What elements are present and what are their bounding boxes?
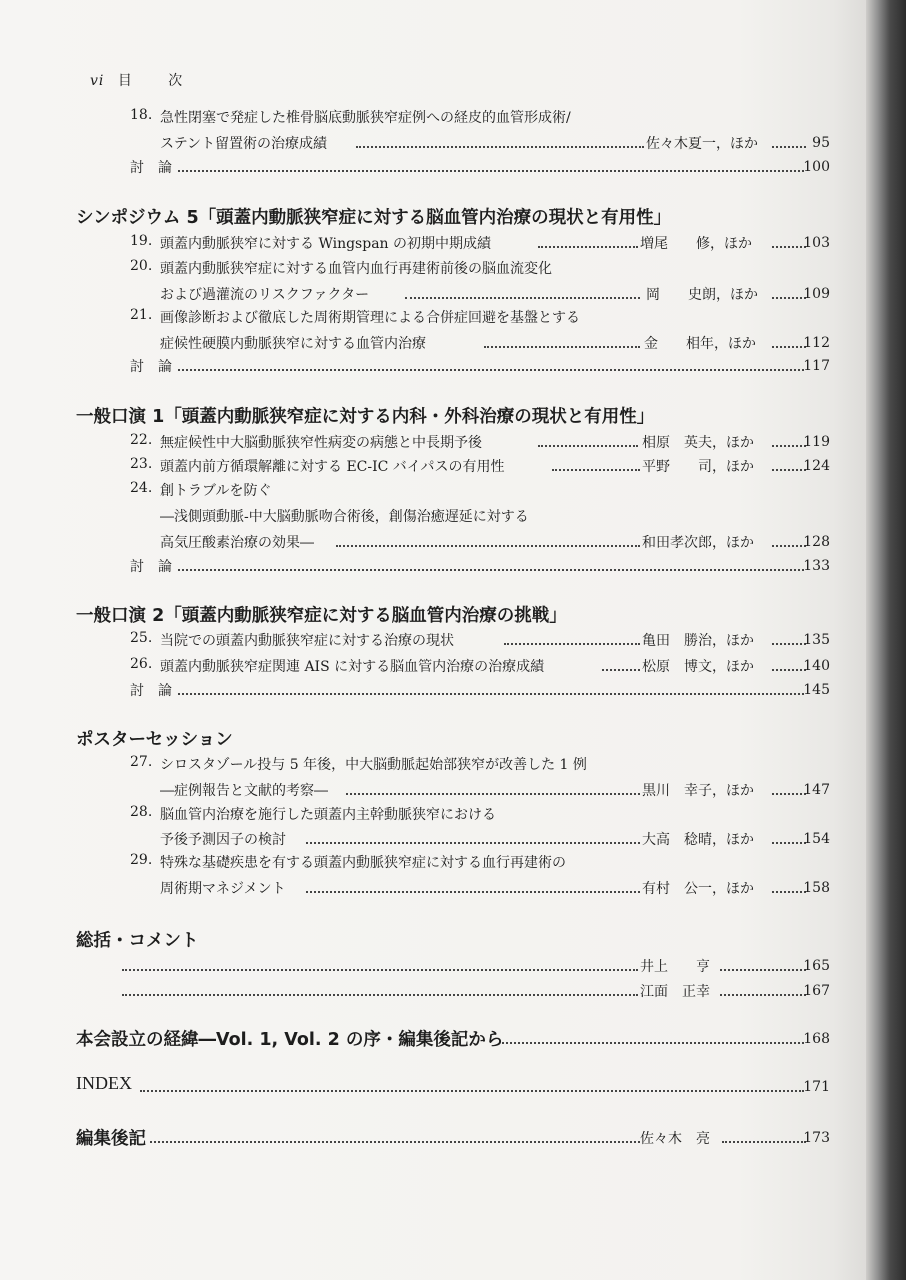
section-heading-summary: 総括・コメント <box>76 931 199 951</box>
toc-entry-author: 佐々木夏一，ほか <box>646 136 758 152</box>
toc-entry-18[interactable] <box>0 133 906 153</box>
toc-entry-author: 江面 正幸 <box>640 984 710 1000</box>
leader-dots <box>178 693 804 695</box>
toc-entry-20-line1 <box>130 258 552 278</box>
leader-dots <box>772 246 806 248</box>
leader-dots <box>178 170 804 172</box>
toc-entry-27-line1 <box>130 754 587 774</box>
toc-entry-number: 27. <box>130 754 153 770</box>
toc-discussion-4[interactable] <box>0 680 906 700</box>
toc-entry-title: 症候性硬膜内動脈狭窄に対する血管内治療 <box>160 336 426 352</box>
header-title-b: 次 <box>168 73 184 89</box>
toc-entry-page: 154 <box>803 831 830 847</box>
toc-entry-title: 当院での頭蓋内動脈狭窄症に対する治療の現状 <box>160 633 454 649</box>
toc-entry-18-line1 <box>130 107 571 127</box>
leader-dots <box>720 994 806 996</box>
toc-entry-title: 討 論 <box>130 559 172 575</box>
toc-entry-29[interactable] <box>0 878 906 898</box>
section-heading-history: 本会設立の経緯―Vol. 1, Vol. 2 の序・編集後記から <box>76 1030 504 1050</box>
toc-entry-24-line2: ―浅側頭動脈-中大脳動脈吻合術後，創傷治癒遅延に対する <box>160 509 529 525</box>
toc-entry-19[interactable] <box>0 233 906 253</box>
toc-entry-28-line1 <box>130 804 496 824</box>
toc-entry-28[interactable] <box>0 829 906 849</box>
toc-entry-page: 124 <box>803 458 830 474</box>
toc-entry-26[interactable] <box>0 656 906 676</box>
toc-entry-author: 亀田 勝治，ほか <box>642 633 754 649</box>
toc-entry-author: 黒川 幸子，ほか <box>642 783 754 799</box>
leader-dots <box>504 643 640 645</box>
leader-dots <box>772 146 806 148</box>
toc-entry-author: 松原 博文，ほか <box>642 659 754 675</box>
section-heading-symposium-5: シンポジウム 5「頭蓋内動脈狭窄症に対する脳血管内治療の現状と有用性」 <box>76 208 672 228</box>
toc-entry-title: 急性閉塞で発症した椎骨脳底動脈狭窄症例への経皮的血管形成術/ <box>160 110 571 126</box>
toc-entry-21[interactable] <box>0 333 906 353</box>
leader-dots <box>150 1141 640 1143</box>
toc-entry-page: 95 <box>812 135 830 151</box>
leader-dots <box>356 146 644 148</box>
toc-entry-page: 158 <box>803 880 830 896</box>
toc-entry-page: 119 <box>803 434 830 450</box>
toc-entry-page: 135 <box>803 632 830 648</box>
toc-entry-title: ステント留置術の治療成績 <box>160 136 328 152</box>
leader-dots <box>336 545 640 547</box>
leader-dots <box>502 1042 804 1044</box>
toc-entry-title: 頭蓋内前方循環解離に対する EC-IC バイパスの有用性 <box>160 459 505 475</box>
toc-entry-title: 討 論 <box>130 160 172 176</box>
toc-entry-27[interactable] <box>0 780 906 800</box>
leader-dots <box>772 842 806 844</box>
toc-entry-22[interactable] <box>0 432 906 452</box>
leader-dots <box>484 346 640 348</box>
toc-entry-page: 103 <box>803 235 830 251</box>
toc-entry-title: 討 論 <box>130 359 172 375</box>
leader-dots <box>346 793 640 795</box>
leader-dots <box>772 545 806 547</box>
header-title-a: 目 <box>117 73 133 89</box>
toc-entry-page: 140 <box>803 658 830 674</box>
toc-entry-page: 171 <box>803 1079 830 1095</box>
toc-entry-number: 22. <box>130 432 153 448</box>
toc-comment-2[interactable] <box>0 981 906 1001</box>
leader-dots <box>772 297 806 299</box>
section-heading-oral-2: 一般口演 2「頭蓋内動脈狭窄症に対する脳血管内治療の挑戦」 <box>76 606 567 626</box>
toc-entry-20[interactable] <box>0 284 906 304</box>
toc-entry-number: 26. <box>130 656 153 672</box>
toc-entry-title: 頭蓋内動脈狭窄症関連 AIS に対する脳血管内治療の治療成績 <box>160 659 545 675</box>
toc-entry-author: 和田孝次郎，ほか <box>642 535 754 551</box>
leader-dots <box>405 297 640 299</box>
toc-history[interactable] <box>0 1029 906 1049</box>
toc-entry-title: 無症候性中大脳動脈狭窄性病変の病態と中長期予後 <box>160 435 482 451</box>
leader-dots <box>306 842 640 844</box>
section-heading-oral-1: 一般口演 1「頭蓋内動脈狭窄症に対する内科・外科治療の現状と有用性」 <box>76 407 655 427</box>
toc-entry-title: 予後予測因子の検討 <box>160 832 286 848</box>
toc-discussion-3[interactable] <box>0 556 906 576</box>
leader-dots <box>772 891 806 893</box>
toc-entry-author: 佐々木 亮 <box>640 1131 710 1147</box>
toc-index[interactable] <box>0 1073 906 1097</box>
leader-dots <box>722 1141 806 1143</box>
toc-entry-29-line1 <box>130 852 566 872</box>
toc-entry-title: 頭蓋内動脈狭窄症に対する血管内血行再建術前後の脳血流変化 <box>160 261 552 277</box>
toc-entry-page: 165 <box>803 958 830 974</box>
toc-entry-author: 井上 亨 <box>640 959 710 975</box>
toc-entry-number: 20. <box>130 258 153 274</box>
toc-entry-title: 頭蓋内動脈狭窄に対する Wingspan の初期中期成績 <box>160 236 492 252</box>
toc-discussion-1[interactable] <box>0 157 906 177</box>
toc-entry-title: 特殊な基礎疾患を有する頭蓋内動脈狭窄症に対する血行再建術の <box>160 855 566 871</box>
leader-dots <box>772 346 806 348</box>
leader-dots <box>720 969 806 971</box>
toc-entry-page: 167 <box>803 983 830 999</box>
leader-dots <box>538 246 638 248</box>
toc-entry-page: 117 <box>803 358 830 374</box>
toc-entry-title: 画像診断および徹底した周術期管理による合併症回避を基盤とする <box>160 310 580 326</box>
toc-entry-number: 19. <box>130 233 153 249</box>
toc-entry-number: 25. <box>130 630 153 646</box>
toc-entry-number: 23. <box>130 456 153 472</box>
toc-entry-author: 平野 司，ほか <box>642 459 754 475</box>
leader-dots <box>552 469 640 471</box>
leader-dots <box>122 969 638 971</box>
toc-entry-author: 岡 史朗，ほか <box>646 287 758 303</box>
toc-entry-author: 大高 稔晴，ほか <box>642 832 754 848</box>
toc-entry-23[interactable] <box>0 456 906 476</box>
toc-entry-number: 18. <box>130 107 153 123</box>
toc-entry-title: ―症例報告と文献的考察― <box>160 783 328 799</box>
toc-entry-author: 増尾 修，ほか <box>640 236 752 252</box>
leader-dots <box>306 891 640 893</box>
toc-entry-24[interactable] <box>0 532 906 552</box>
section-heading-index: INDEX <box>76 1073 132 1093</box>
toc-postscript[interactable] <box>0 1128 906 1148</box>
toc-entry-page: 133 <box>803 558 830 574</box>
toc-entry-page: 128 <box>803 534 830 550</box>
toc-entry-page: 100 <box>803 159 830 175</box>
toc-entry-21-line1 <box>130 307 580 327</box>
section-heading-postscript: 編集後記 <box>76 1129 146 1149</box>
leader-dots <box>122 994 638 996</box>
toc-entry-author: 有村 公一，ほか <box>642 881 754 897</box>
toc-entry-title: および過灌流のリスクファクター <box>160 287 370 303</box>
toc-entry-number: 21. <box>130 307 153 323</box>
leader-dots <box>538 445 638 447</box>
leader-dots <box>140 1090 804 1092</box>
running-header <box>90 70 183 90</box>
toc-entry-title: シロスタゾール投与 5 年後，中大脳動脈起始部狭窄が改善した 1 例 <box>160 757 587 773</box>
toc-entry-title: 創トラブルを防ぐ <box>160 483 272 499</box>
toc-entry-page: 168 <box>803 1031 830 1047</box>
toc-entry-page: 147 <box>803 782 830 798</box>
section-heading-poster: ポスターセッション <box>76 730 233 750</box>
leader-dots <box>772 793 806 795</box>
toc-entry-number: 29. <box>130 852 153 868</box>
toc-entry-24-line1 <box>130 480 272 500</box>
toc-discussion-2[interactable] <box>0 356 906 376</box>
toc-entry-page: 173 <box>803 1130 830 1146</box>
toc-entry-title: 討 論 <box>130 683 172 699</box>
toc-entry-author: 金 相年，ほか <box>644 336 756 352</box>
leader-dots <box>772 669 806 671</box>
leader-dots <box>772 469 806 471</box>
leader-dots <box>178 369 804 371</box>
toc-entry-title: 脳血管内治療を施行した頭蓋内主幹動脈狭窄における <box>160 807 496 823</box>
toc-entry-number: 28. <box>130 804 153 820</box>
toc-entry-page: 112 <box>803 335 830 351</box>
toc-entry-page: 145 <box>803 682 830 698</box>
toc-entry-author: 相原 英夫，ほか <box>642 435 754 451</box>
leader-dots <box>772 445 806 447</box>
toc-comment-1[interactable] <box>0 956 906 976</box>
toc-entry-25[interactable] <box>0 630 906 650</box>
leader-dots <box>602 669 640 671</box>
toc-entry-number: 24. <box>130 480 153 496</box>
leader-dots <box>772 643 806 645</box>
toc-entry-title: 周術期マネジメント <box>160 881 286 897</box>
toc-entry-title: 高気圧酸素治療の効果― <box>160 535 314 551</box>
header-page-number: vi <box>90 73 105 89</box>
toc-entry-page: 109 <box>803 286 830 302</box>
leader-dots <box>178 569 804 571</box>
